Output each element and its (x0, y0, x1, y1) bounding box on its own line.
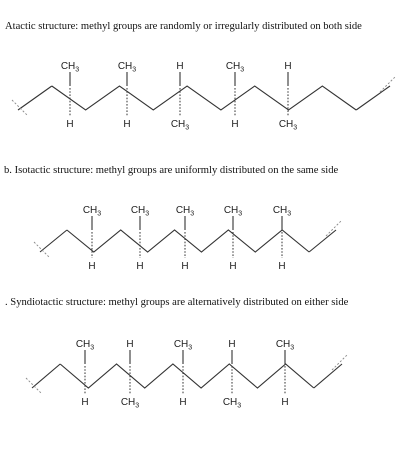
chain-end-bond (356, 86, 390, 110)
methyl-group-label: $CH_3$ (120, 397, 140, 410)
backbone-bond (52, 86, 356, 110)
hydrogen-label: H (66, 119, 74, 130)
chain-end-bond (314, 364, 342, 388)
isotactic-structure-diagram (0, 198, 402, 288)
methyl-group-label: $CH_3$ (82, 205, 102, 218)
chain-continuation-mark (380, 76, 396, 92)
chain-end-bond (40, 230, 67, 252)
hydrogen-label: H (231, 119, 239, 130)
methyl-group-label: $CH_3$ (275, 339, 295, 352)
hydrogen-label: H (181, 261, 189, 272)
methyl-group-label: $CH_3$ (173, 339, 193, 352)
hydrogen-label: H (229, 261, 237, 272)
hydrogen-label: H (136, 261, 144, 272)
atactic-caption: Atactic structure: methyl groups are randomly or irregularly distributed on both side (5, 21, 362, 32)
chain-end-bond (309, 230, 336, 252)
syndiotactic-structure-diagram (0, 325, 402, 420)
hydrogen-label: H (284, 61, 292, 72)
atactic-structure-diagram (0, 55, 402, 145)
methyl-group-label: $CH_3$ (170, 119, 190, 132)
chain-end-bond (32, 364, 60, 388)
methyl-group-label: $CH_3$ (175, 205, 195, 218)
chain-end-bond (18, 86, 52, 110)
methyl-group-label: $CH_3$ (60, 61, 80, 74)
hydrogen-label: H (179, 397, 187, 408)
chain-continuation-mark (326, 220, 342, 236)
methyl-group-label: $CH_3$ (222, 397, 242, 410)
methyl-group-label: $CH_3$ (278, 119, 298, 132)
methyl-group-label: $CH_3$ (223, 205, 243, 218)
isotactic-caption: b. Isotactic structure: methyl groups are uniformly distributed on the same side (4, 165, 339, 176)
hydrogen-label: H (81, 397, 89, 408)
hydrogen-label: H (281, 397, 289, 408)
hydrogen-label: H (126, 339, 134, 350)
hydrogen-label: H (228, 339, 236, 350)
methyl-group-label: $CH_3$ (117, 61, 137, 74)
chain-continuation-mark (332, 354, 348, 370)
methyl-group-label: $CH_3$ (225, 61, 245, 74)
methyl-group-label: $CH_3$ (75, 339, 95, 352)
hydrogen-label: H (88, 261, 96, 272)
methyl-group-label: $CH_3$ (130, 205, 150, 218)
hydrogen-label: H (123, 119, 131, 130)
hydrogen-label: H (176, 61, 184, 72)
hydrogen-label: H (278, 261, 286, 272)
methyl-group-label: $CH_3$ (272, 205, 292, 218)
backbone-bond (67, 230, 309, 252)
backbone-bond (60, 364, 314, 388)
syndiotactic-caption: . Syndiotactic structure: methyl groups are alternatively distributed on either side (5, 297, 349, 308)
